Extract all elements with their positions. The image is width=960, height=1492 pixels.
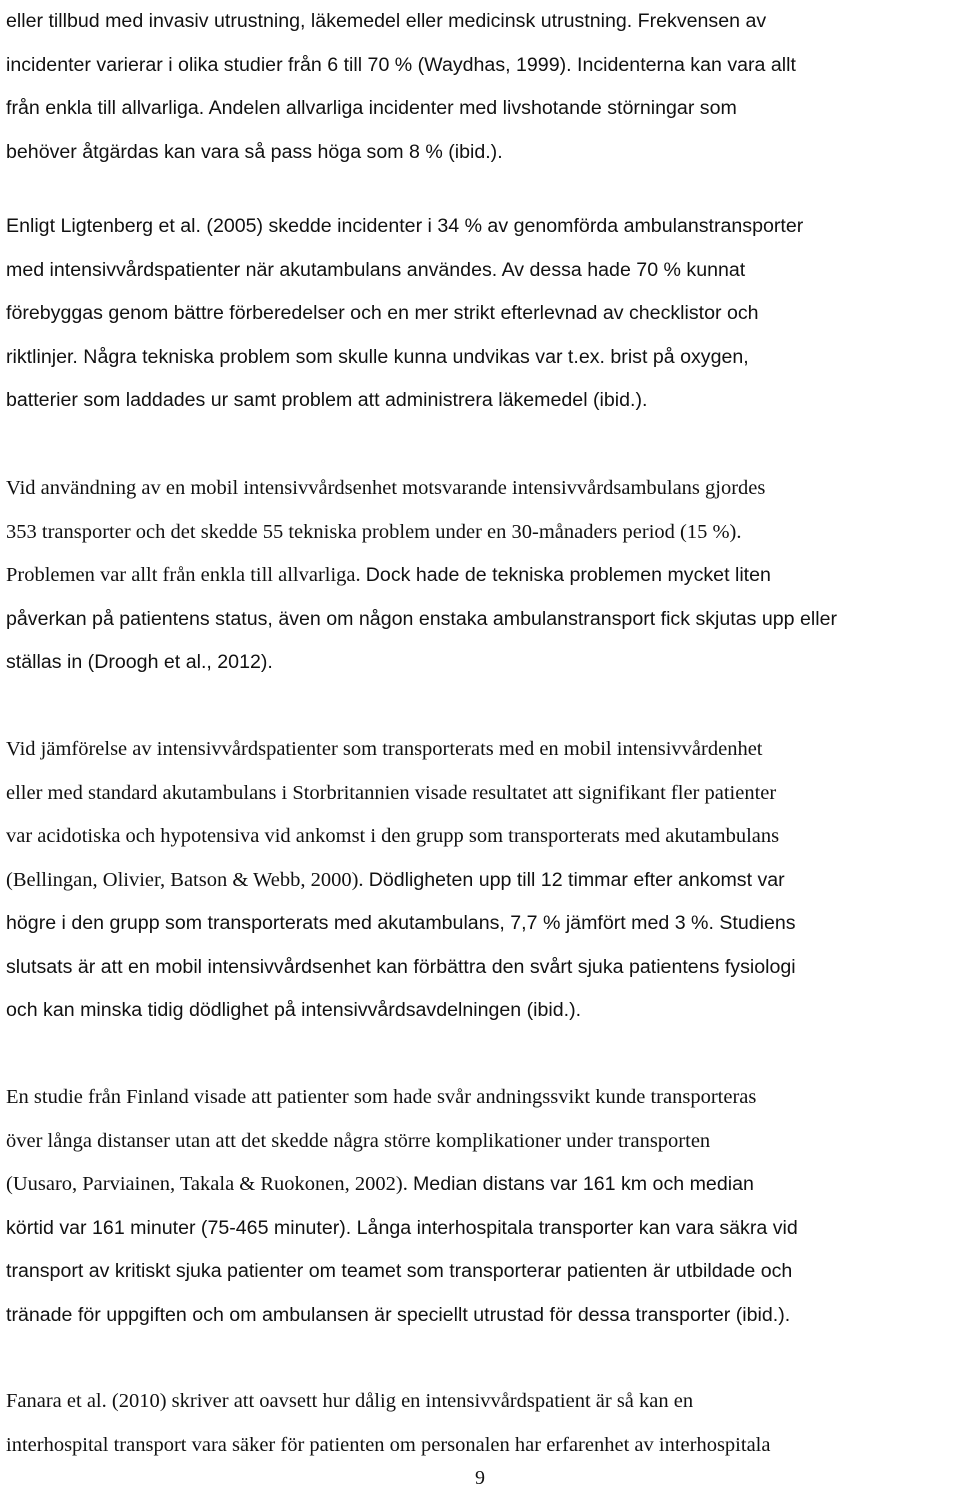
paragraph-text: Fanara et al. (2010) skriver att oavsett hur dålig en intensivvårdspatient är så kan en interhospital transport vara säker för patienten om personalen har erfarenhet av interhospitala	[6, 1390, 771, 1456]
paragraph-text: Dock hade de tekniska problemen mycket liten påverkan på patientens status, även om någon enstaka ambulanstransport fick skjutas upp eller ställas in (Droogh et al., 2012).	[6, 564, 838, 673]
paragraph-5	[6, 1076, 954, 1337]
paragraph-text: En studie från Finland visade att patienter som hade svår andningssvikt kunde transporteras över långa distanser utan att det skedde några större komplikationer under transporten (Uusaro, Parviainen, Takala & Ruokonen, 2002).	[6, 1086, 757, 1195]
paragraph-6	[6, 1380, 954, 1467]
paragraph-3	[6, 467, 954, 685]
paragraph-4	[6, 728, 954, 1033]
paragraph-text: Vid användning av en mobil intensivvårdsenhet motsvarande intensivvårdsambulans gjordes 353 transporter och det skedde 55 tekniska problem under en 30-månaders period (15 %). Problemen var allt från enkla till allvarliga.	[6, 477, 766, 586]
paragraph-1	[6, 0, 954, 174]
page-number: 9	[475, 1467, 485, 1489]
paragraph-text: Enligt Ligtenberg et al. (2005) skedde incidenter i 34 % av genomförda ambulanstransporter med intensivvårdspatienter när akutambulans användes. Av dessa hade 70 % kunnat förebyggas genom bättre förberedelser och en mer strikt efterlevnad av checklistor och riktlinjer. Några tekniska problem som skulle kunna undvikas var t.ex. brist på oxygen, batterier som laddades ur samt problem att administrera läkemedel (ibid.).	[6, 215, 804, 411]
paragraph-text: Median distans var 161 km och median körtid var 161 minuter (75-465 minuter). Långa interhospitala transporter kan vara säkra vid transport av kritiskt sjuka patienter om teamet som transporterar patienten är utbildade och tränade för uppgiften och om ambulansen är speciellt utrustad för dessa transporter (ibid.).	[6, 1173, 798, 1326]
paragraph-text: eller tillbud med invasiv utrustning, läkemedel eller medicinsk utrustning. Frekvensen av incidenter varierar i olika studier från 6 till 70 % (Waydhas, 1999). Incidenterna kan vara allt från enkla till allvarliga. Andelen allvarliga incidenter med livshotande störningar som behöver åtgärdas kan vara så pass höga som 8 % (ibid.).	[6, 10, 796, 163]
paragraph-text: Dödligheten upp till 12 timmar efter ankomst var högre i den grupp som transporterats med akutambulans, 7,7 % jämfört med 3 %. Studiens slutsats är att en mobil intensivvårdsenhet kan förbättra den svårt sjuka patientens fysiologi och kan minska tidig dödlighet på intensivvårdsavdelningen (ibid.).	[6, 868, 796, 1021]
paragraph-text: Vid jämförelse av intensivvårdspatienter som transporterats med en mobil intensivvårdenhet eller med standard akutambulans i Storbritannien visade resultatet att signifikant fler patienter var acidotiska och hypotensiva vid ankomst i den grupp som transporterats med akutambulans (Bellingan, Olivier, Batson & Webb, 2000).	[6, 738, 780, 891]
paragraph-2	[6, 205, 954, 423]
